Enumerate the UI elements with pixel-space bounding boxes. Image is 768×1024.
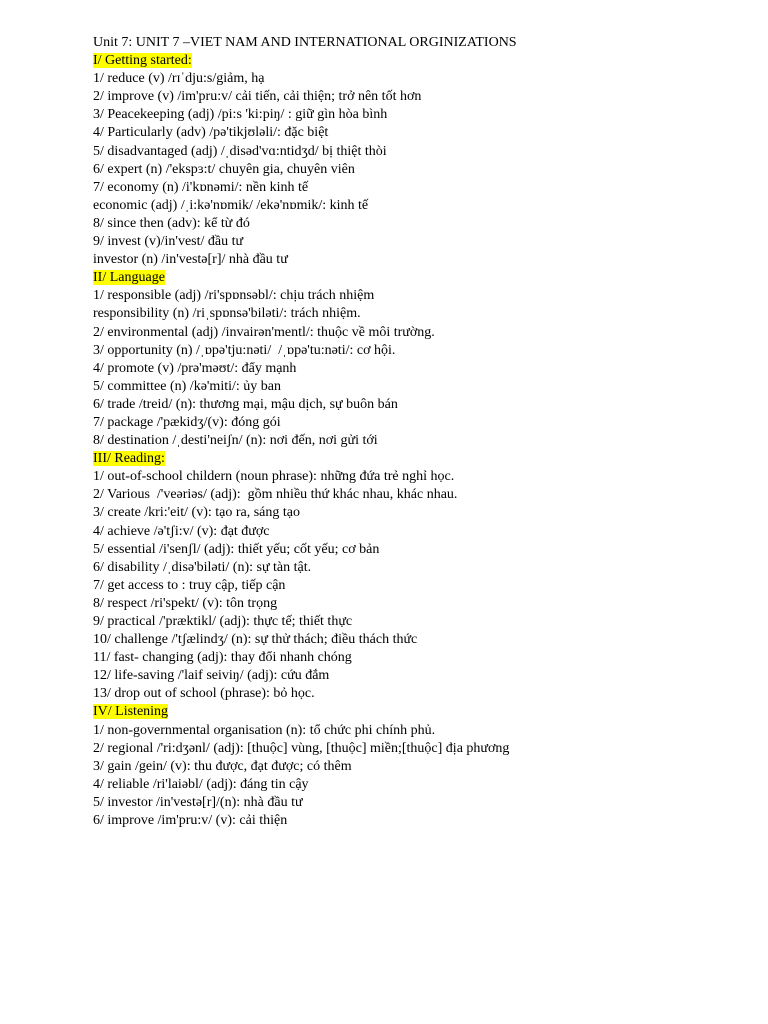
- vocab-entry: 4/ achieve /ə'tʃi:v/ (v): đạt được: [93, 523, 270, 539]
- vocab-entry: 2/ environmental (adj) /invairən'mentl/: thuộc về môi trường.: [93, 324, 435, 340]
- section-heading: III/ Reading:: [93, 451, 165, 467]
- vocab-entry: 6/ improve /im'pru:v/ (v): cải thiện: [93, 813, 288, 829]
- document-title: Unit 7: UNIT 7 –VIET NAM AND INTERNATIONAL ORGINIZATIONS: [93, 35, 517, 50]
- vocab-entry: 4/ Particularly (adv) /pə'tikjʊləli/: đặc biệt: [93, 125, 329, 141]
- vocab-section: [93, 703, 753, 830]
- vocab-entry: 8/ respect /ri'spekt/ (v): tôn trọng: [93, 595, 278, 611]
- vocab-entry: 4/ reliable /ri'laiəbl/ (adj): đáng tin cậy: [93, 776, 309, 792]
- vocab-entry: responsibility (n) /riˌspɒnsə'biləti/: trách nhiệm.: [93, 306, 361, 322]
- vocab-entry: 3/ gain /gein/ (v): thu được, đạt được; có thêm: [93, 758, 352, 774]
- vocab-entry: 8/ destination /ˌdesti'neiʃn/ (n): nơi đến, nơi gửi tới: [93, 433, 378, 449]
- vocab-entry: 7/ get access to : truy cập, tiếp cận: [93, 577, 286, 593]
- vocab-entry: 5/ disadvantaged (adj) /ˌdisəd'vɑ:ntidʒd/ bị thiệt thòi: [93, 143, 387, 159]
- vocab-entry: 2/ Various /'veəriəs/ (adj): gồm nhiều thứ khác nhau, khác nhau.: [93, 487, 458, 503]
- vocabulary-sections: [93, 52, 753, 830]
- vocab-entry: 5/ essential /i'senʃl/ (adj): thiết yếu; cốt yếu; cơ bản: [93, 541, 380, 557]
- vocab-section: [93, 269, 753, 450]
- vocab-entry: 6/ disability /ˌdisə'biləti/ (n): sự tàn tật.: [93, 559, 312, 575]
- vocab-entry: 7/ package /'pækidʒ/(v): đóng gói: [93, 414, 281, 430]
- section-heading: II/ Language: [93, 270, 165, 286]
- vocab-entry: 6/ trade /treid/ (n): thương mại, mậu dịch, sự buôn bán: [93, 396, 398, 412]
- vocab-entry: economic (adj) /ˌi:kə'nɒmik/ /ekə'nɒmik/: kinh tế: [93, 197, 369, 213]
- section-heading: IV/ Listening: [93, 704, 169, 720]
- vocab-entry: 9/ practical /'præktikl/ (adj): thực tế; thiết thực: [93, 614, 353, 629]
- vocab-entry: 5/ investor /in'vestə[r]/(n): nhà đầu tư: [93, 794, 303, 810]
- vocab-entry: 2/ regional /'ri:dʒənl/ (adj): [thuộc] vùng, [thuộc] miền;[thuộc] địa phương: [93, 740, 510, 756]
- vocab-entry: 4/ promote (v) /prə'məʊt/: đẩy mạnh: [93, 360, 297, 376]
- vocab-entry: 1/ non-governmental organisation (n): tổ chức phi chính phủ.: [93, 722, 436, 738]
- vocab-entry: 11/ fast- changing (adj): thay đổi nhanh chóng: [93, 650, 352, 666]
- vocab-entry: 3/ create /kri:'eit/ (v): tạo ra, sáng tạo: [93, 505, 300, 521]
- vocab-entry: 8/ since then (adv): kể từ đó: [93, 215, 250, 231]
- vocab-entry: 1/ out-of-school childern (noun phrase): những đứa trẻ nghỉ học.: [93, 469, 455, 485]
- vocab-entry: 6/ expert (n) /'ekspɜ:t/ chuyên gia, chuyên viên: [93, 161, 355, 177]
- vocab-entry: 1/ reduce (v) /rɪˈdju:s/giảm, hạ: [93, 71, 265, 87]
- document-page: [93, 34, 753, 830]
- vocab-entry: 10/ challenge /'tʃælindʒ/ (n): sự thử thách; điều thách thức: [93, 632, 418, 648]
- vocab-entry: 3/ Peacekeeping (adj) /pi:s 'ki:piŋ/ : giữ gìn hòa bình: [93, 107, 388, 123]
- vocab-entry: investor (n) /in'vestə[r]/ nhà đầu tư: [93, 252, 288, 268]
- vocab-entry: 13/ drop out of school (phrase): bỏ học.: [93, 686, 315, 702]
- vocab-entry: 7/ economy (n) /i'kɒnəmi/: nền kinh tế: [93, 179, 309, 195]
- section-heading: I/ Getting started:: [93, 53, 192, 69]
- vocab-entry: 9/ invest (v)/in'vest/ đầu tư: [93, 234, 244, 250]
- vocab-section: [93, 52, 753, 269]
- vocab-entry: 5/ committee (n) /kə'miti/: ủy ban: [93, 378, 281, 394]
- vocab-entry: 2/ improve (v) /im'pru:v/ cải tiến, cải thiện; trở nên tốt hơn: [93, 89, 422, 105]
- vocab-section: [93, 450, 753, 703]
- vocab-entry: 1/ responsible (adj) /ri'spɒnsəbl/: chịu trách nhiệm: [93, 288, 375, 304]
- vocab-entry: 12/ life-saving /'laif seiviŋ/ (adj): cứu đắm: [93, 668, 330, 684]
- vocab-entry: 3/ opportunity (n) /ˌɒpə'tju:nəti/ /ˌɒpə'tu:nəti/: cơ hội.: [93, 342, 396, 358]
